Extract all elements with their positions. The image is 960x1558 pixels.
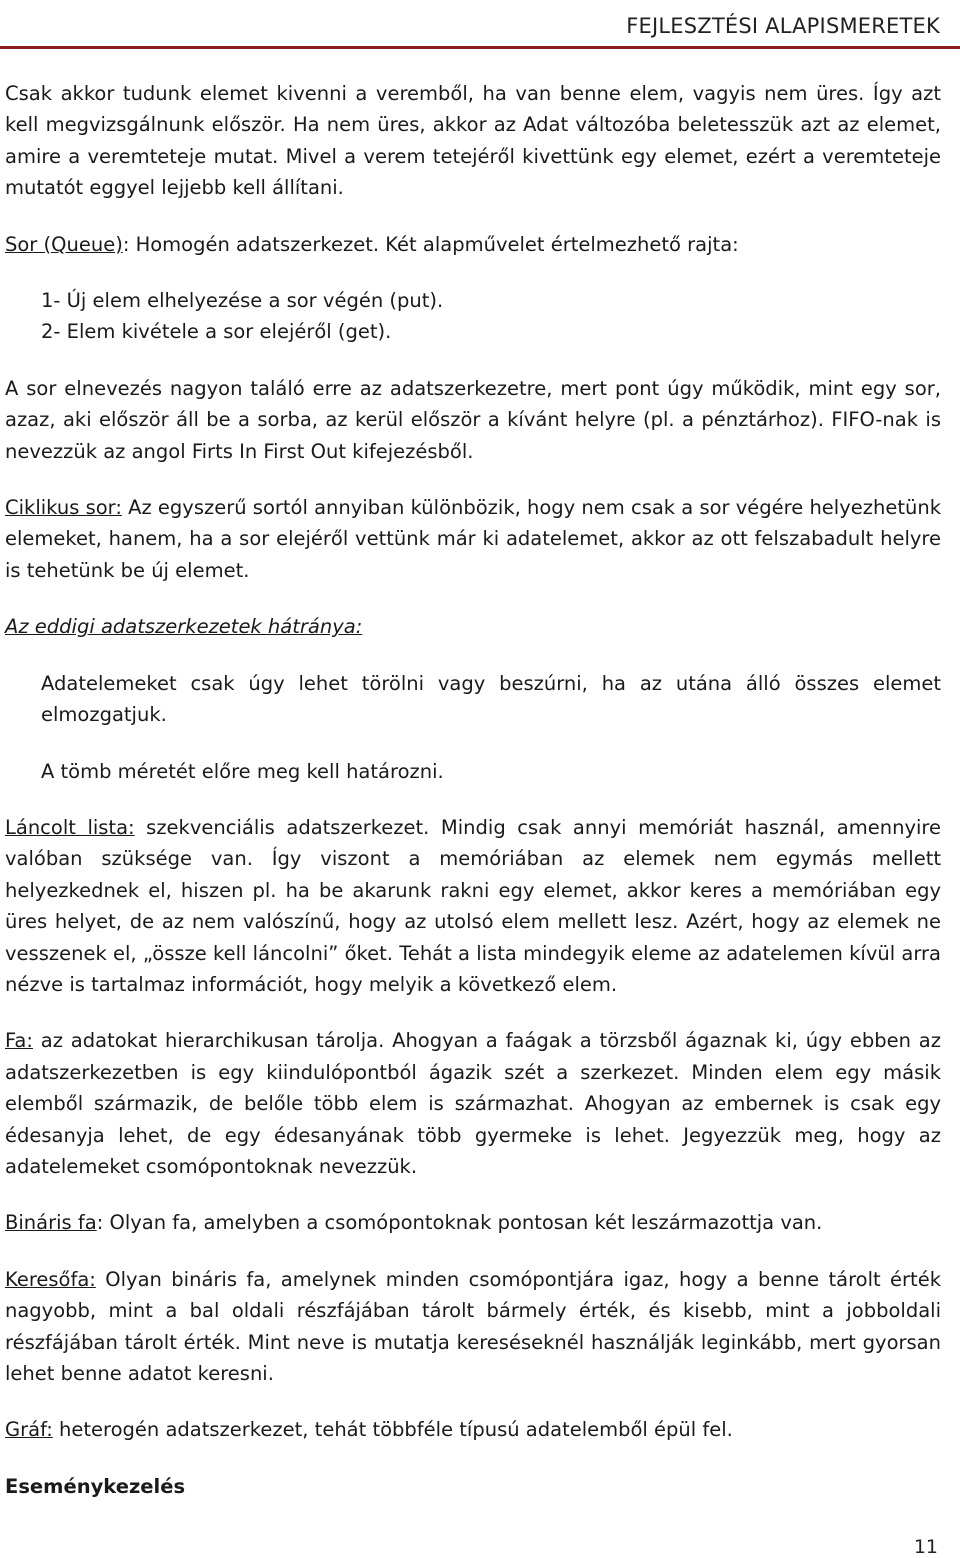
term-graph: Gráf: [5,1418,53,1442]
term-tree: Fa: [5,1029,33,1053]
paragraph-queue-description: A sor elnevezés nagyon találó erre az adatszerkezetre, mert pont úgy működik, mint egy sor, azaz, aki először áll be a sorba, az kerül először a kívánt helyre (pl. a pénztárhoz). FIFO-nak is nevezzük az angol Firts In First Out kifejezésből. [5,376,941,463]
tree-definition: az adatokat hierarchikusan tárolja. Ahogyan a faágak a törzsből ágaznak ki, úgy ebben az adatszerkezetben is egy kiindulópontból ágazik szét a szerkezet. Minden elem egy másik elemből származik, de belőle több elem is származhat. Ahogyan az embernek is csak egy édesanyja lehet, de egy édesanyának több gyermeke is lehet. Jegyezzük meg, hogy az adatelemeket csomópontoknak nevezzük. [5,1029,941,1178]
queue-definition: : Homogén adatszerkezet. Két alapművelet értelmezhető rajta: [122,232,739,256]
drawback-item: A tömb méretét előre meg kell határozni. [41,759,444,783]
graph-definition: heterogén adatszerkezet, tehát többféle típusú adatelemből épül fel. [52,1418,733,1442]
paragraph-search-tree [5,1264,941,1390]
paragraph-stack-pop: Csak akkor tudunk elemet kivenni a veremből, ha van benne elem, vagyis nem üres. Így azt kell megvizsgálnunk először. Ha nem üres, akkor az Adat változóba beletesszük azt az elemet, amire a veremteteje mutat. Mivel a verem tetejéről kivettünk egy elemet, ezért a veremteteje mutatót eggyel lejjebb kell állítani. [5,82,941,200]
paragraph-cyclic-queue [5,492,941,586]
paragraph-queue [5,229,941,260]
drawbacks-heading [5,611,941,642]
term-binary-tree: Bináris fa [5,1211,97,1235]
header-rule [0,46,960,49]
drawback-item: Adatelemeket csak úgy lehet törölni vagy beszúrni, ha az utána álló összes elemet elmozgatjuk. [41,671,941,727]
list-item: 1- Új elem elhelyezése a sor végén (put). [41,289,444,313]
page-header [0,0,960,58]
queue-operations-list [5,285,941,348]
term-queue: Sor (Queue) [5,232,123,256]
page-body [5,78,941,1502]
list-item: 2- Elem kivétele a sor elejéről (get). [41,320,392,344]
binary-tree-definition: : Olyan fa, amelyben a csomópontoknak pontosan két leszármazottja van. [96,1211,823,1235]
drawbacks-heading-text: Az eddigi adatszerkezetek hátránya: [5,615,363,639]
term-search-tree: Keresőfa: [5,1267,96,1291]
paragraph-graph [5,1414,941,1445]
cyclic-queue-definition: Az egyszerű sortól annyiban különbözik, hogy nem csak a sor végére helyezhetünk elemeket, hanem, ha a sor elejéről vettünk már ki adatelemet, akkor az ott felszabadult helyre is tehetünk be új elemet. [5,496,942,582]
paragraph-linked-list [5,812,941,1000]
paragraph-binary-tree [5,1207,941,1238]
page-number: 11 [913,1536,938,1558]
header-title: FEJLESZTÉSI ALAPISMERETEK [626,14,940,38]
term-linked-list: Láncolt lista: [5,815,135,839]
linked-list-definition: szekvenciális adatszerkezet. Mindig csak annyi memóriát használ, amennyire valóban szüksége van. Így viszont a memóriában az elemek nem egymás mellett helyezkednek el, hiszen pl. ha be akarunk rakni egy elemet, akkor keres a memóriában egy üres helyet, de az nem valószínű, hogy az utolsó elem mellett lesz. Azért, hogy az elemek ne vesszenek el, „össze kell láncolni” őket. Tehát a lista mindegyik eleme az adatelemen kívül arra nézve is tartalmaz információt, hogy melyik a következő elem. [5,815,941,996]
paragraph-tree [5,1025,941,1182]
search-tree-definition: Olyan bináris fa, amelynek minden csomópontjára igaz, hogy a benne tárolt érték nagyobb, mint a bal oldali részfájában tárolt bármely érték, és kisebb, mint a jobboldali részfájában tárolt érték. Mint neve is mutatja kereséseknél használják leginkább, mert gyorsan lehet benne adatot keresni. [5,1267,941,1385]
section-heading-events: Eseménykezelés [5,1474,186,1498]
term-cyclic-queue: Ciklikus sor: [5,496,122,520]
